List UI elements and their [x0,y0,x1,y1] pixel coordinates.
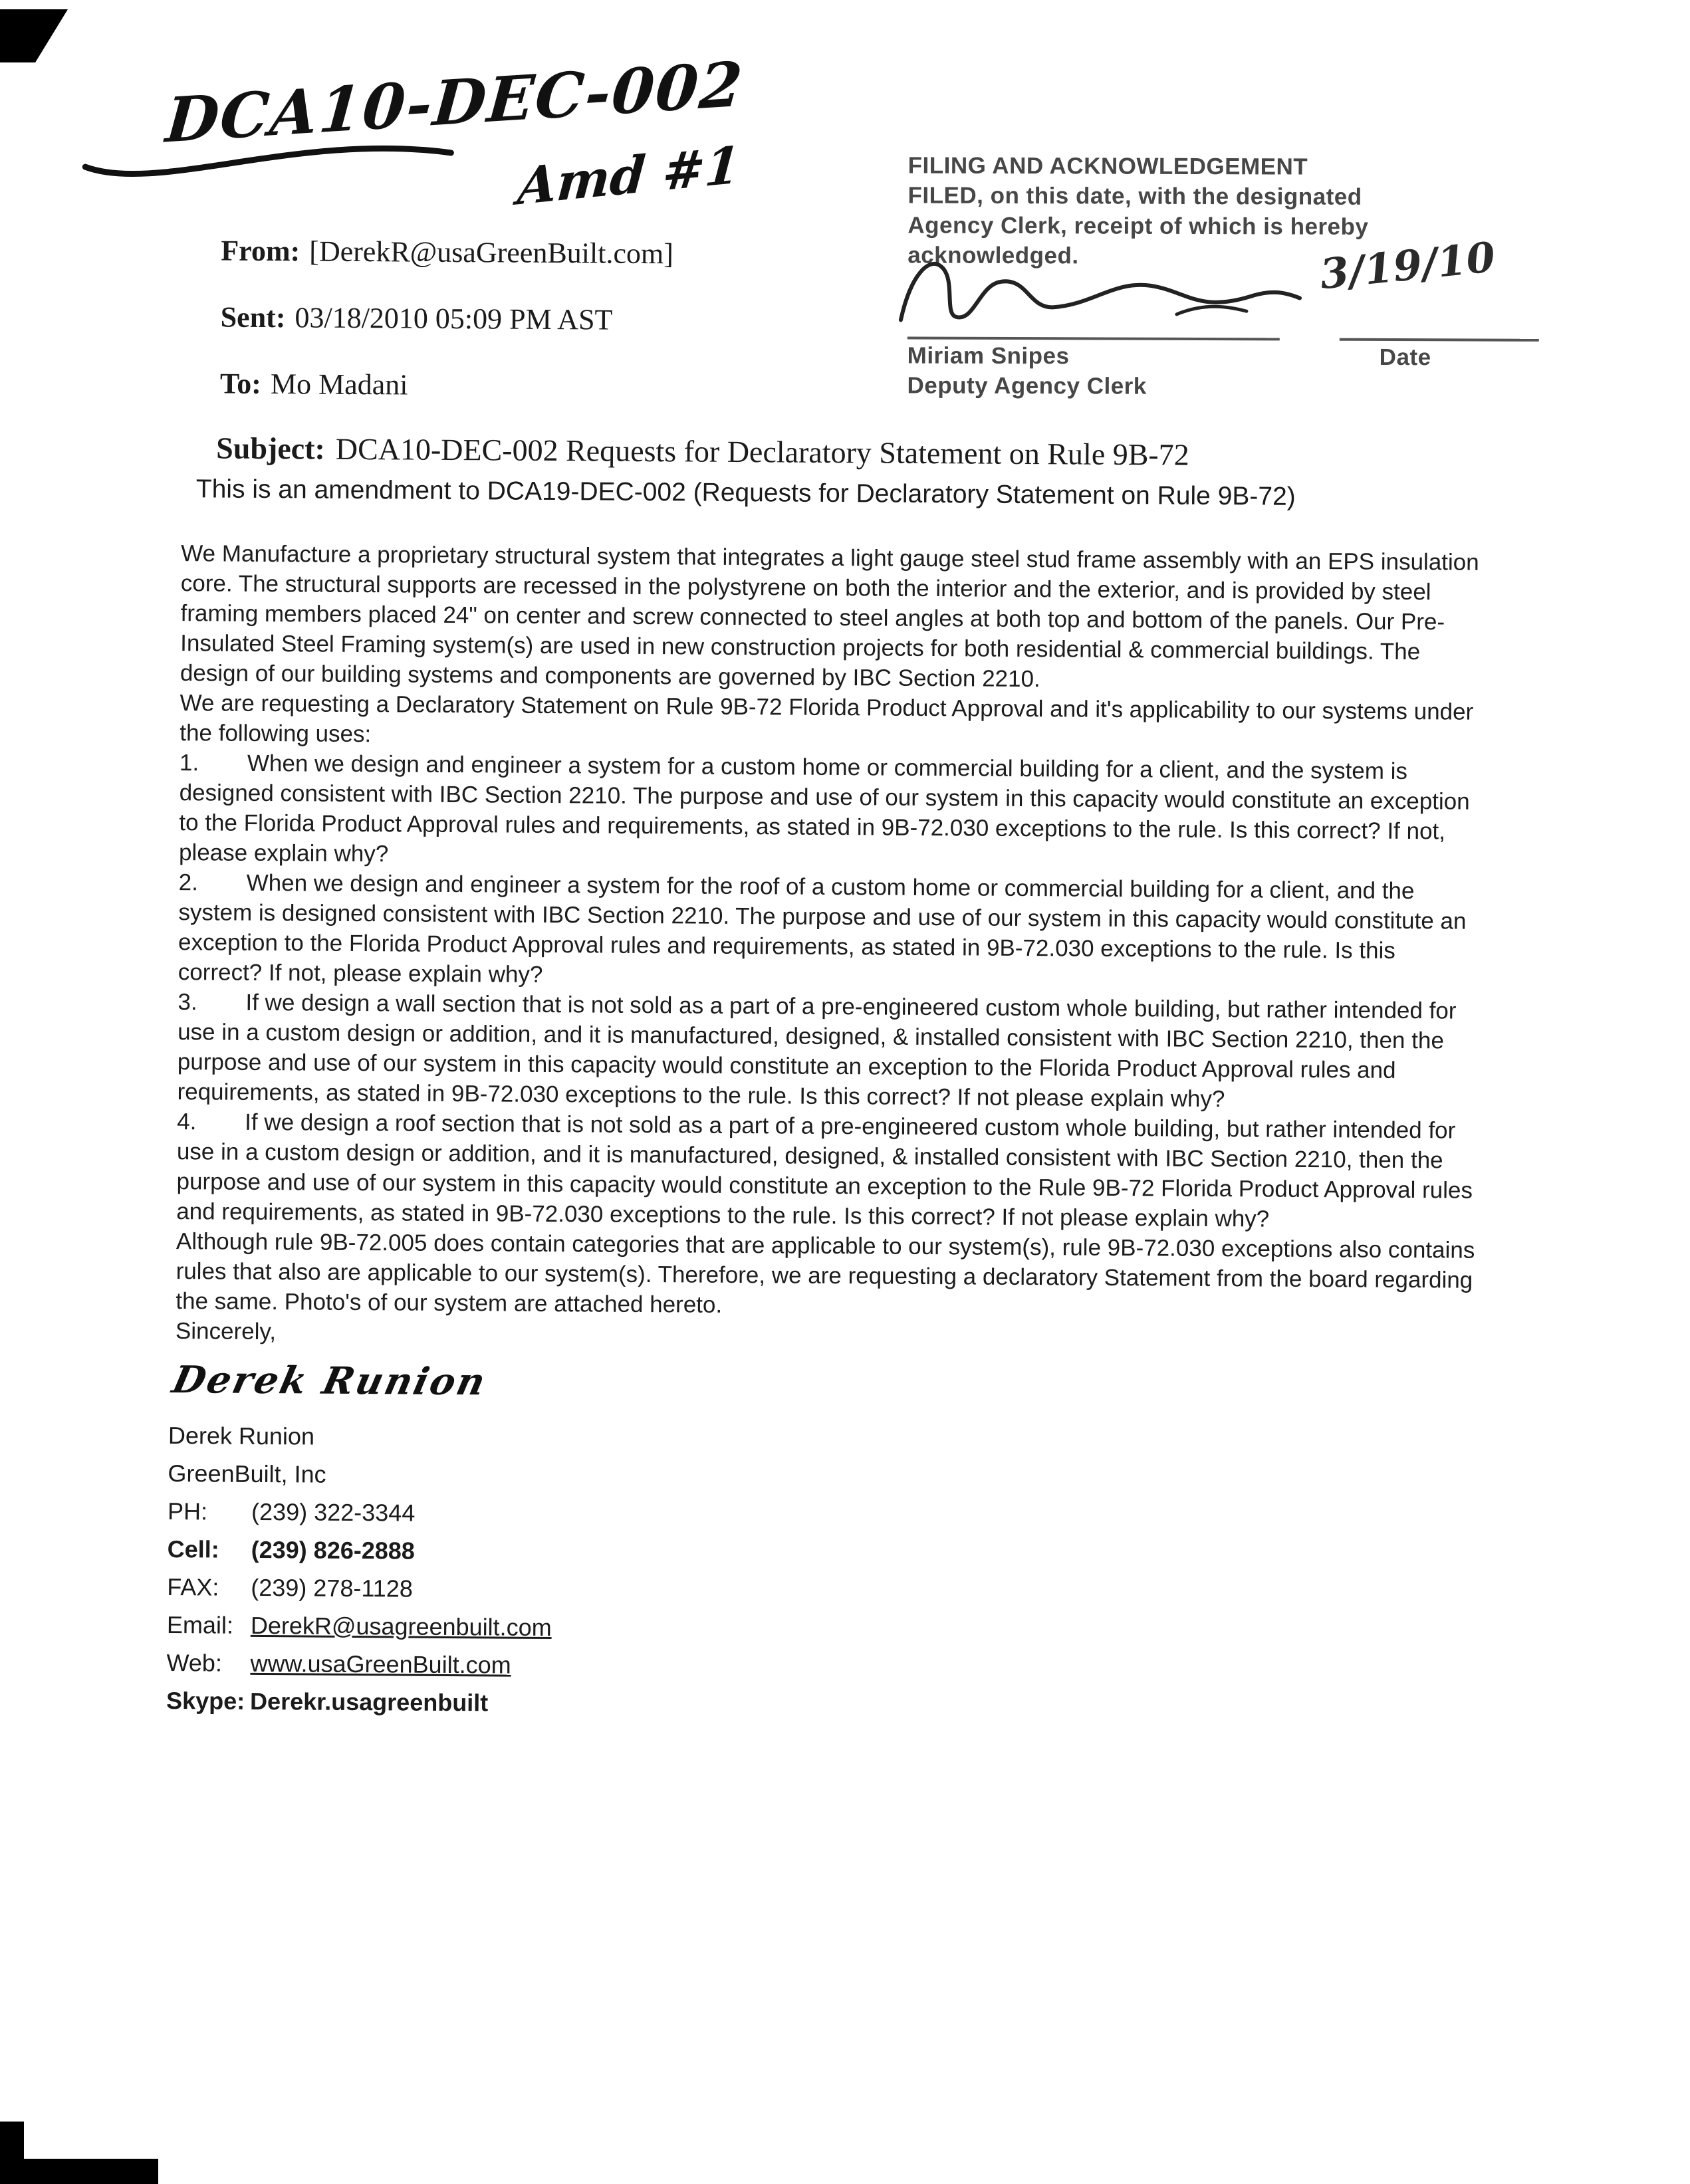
item-number: 3. [178,989,197,1016]
stamp-line-2: FILED, on this date, with the designated [907,182,1362,210]
body-paragraph-numbered: 1. When we design and engineer a system for a custom home or commercial building for a client, and the system is designed consistent with IBC Section 2210. The purpose and use of our system in this capacity would constitute an exception to the Florida Product Approval rules and requirements, as stated in 9B-72.030 exceptions to the rule. Is this correct? If not, please explain why? [179,748,1485,877]
email-header [219,234,673,437]
handwritten-signature: Derek Runion [168,1358,491,1404]
letter-body [176,538,1487,1355]
handwritten-case-number [125,48,791,229]
phone-label: PH: [167,1497,208,1525]
subject-line [216,430,1687,475]
to-value: Mo Madani [270,368,408,401]
date-label: Date [1379,344,1431,371]
contact-name: Derek Runion [168,1422,315,1450]
web-label: Web: [166,1649,223,1677]
sent-line [220,300,673,338]
stamp-line-4: acknowledged. [907,242,1079,269]
web-value: www.usaGreenBuilt.com [250,1649,511,1679]
to-label: To: [219,367,262,400]
contact-company: GreenBuilt, Inc [168,1460,326,1488]
subject-value: DCA10-DEC-002 Requests for Declaratory Statement on Rule 9B-72 [335,431,1189,472]
body-paragraph: We Manufacture a proprietary structural system that integrates a light gauge steel stud frame assembly with an EPS insulation core. The structural supports are recessed in the polystyrene on both the interior and the exterior, and is provided by steel framing members placed 24" on center and screw connected to steel angles at both top and bottom of the panels. Our Pre-Insulated Steel Framing system(s) are used in new construction projects for both residential & commercial buildings. The design of our building systems and components are governed by IBC Section 2210. [180,540,1479,693]
handwritten-amendment: Amd #1 [515,134,743,217]
closing-line: Sincerely, [175,1318,277,1345]
skype-value: Derekr.usagreenbuilt [249,1687,489,1717]
subject-label: Subject: [216,431,326,466]
to-line [220,367,673,404]
body-paragraph-numbered: 4. If we design a roof section that is not sold as a part of a pre-engineered custom whole building, but rather intended for use in a custom design or addition, and it is manufactured, designed, & installed consistent with IBC Section 2210, then the purpose and use of our system in this capacity would constitute an exception to the Rule 9B-72 Florida Product Approval rules and requirements, as stated in 9B-72.030 exceptions to the rule. Is this correct? If not please explain why? [176,1107,1483,1236]
stamp-line-1: FILING AND ACKNOWLEDGEMENT [907,152,1308,180]
email-label: Email: [166,1611,234,1639]
body-paragraph: Although rule 9B-72.005 does contain categories that are applicable to our system(s), rule 9B-72.030 exceptions also contains rules that also are applicable to our system(s). Therefore, we are requesting a declaratory Statement from the board regarding the same. Photo's of our system are attached hereto. [176,1228,1475,1318]
letter-main [0,429,1687,1730]
clerk-signature-scrawl [891,243,1317,344]
item-number: 4. [177,1109,197,1135]
from-value: [DerekR@usaGreenBuilt.com] [309,235,674,271]
handwritten-case-id: DCA10-DEC-002 [163,48,747,157]
filing-stamp [907,150,1566,402]
sent-value: 03/18/2010 05:09 PM AST [295,301,613,336]
body-paragraph-numbered: 2. When we design and engineer a system for the roof of a custom home or commercial building for a client, and the system is designed consistent with IBC Section 2210. The purpose and use of our system in this capacity would constitute an exception to the Florida Product Approval rules and requirements, as stated in 9B-72.030 exceptions to the rule. Is this correct? If not, please explain why? [178,867,1485,996]
amendment-note: This is an amendment to DCA19-DEC-002 (Requests for Declaratory Statement on Rule 9B-72) [195,475,1296,511]
from-line [221,234,673,271]
date-label-block [1340,338,1539,373]
from-label: From: [221,234,301,268]
cell-value: (239) 826-2888 [251,1535,416,1565]
sent-label: Sent: [220,300,286,334]
fax-value: (239) 278-1128 [251,1573,413,1602]
body-paragraph-numbered: 3. If we design a wall section that is not sold as a part of a pre-engineered custom whole building, but rather intended for use in a custom design or addition, and it is manufactured, designed, & installed consistent with IBC Section 2210, then the purpose and use of our system in this capacity would constitute an exception to the Florida Product Approval rules and requirements, as stated in 9B-72.030 exceptions to the rule. Is this correct? If not please explain why? [177,987,1483,1116]
contact-block [166,1416,1680,1730]
body-paragraph: We are requesting a Declaratory Statement on Rule 9B-72 Florida Product Approval and it's applicability to our systems under the following uses: [180,690,1474,748]
stamp-line-3: Agency Clerk, receipt of which is hereby [907,212,1369,240]
clerk-name: Miriam Snipes [907,342,1070,370]
skype-label: Skype: [166,1687,245,1715]
clerk-title: Deputy Agency Clerk [907,372,1147,399]
email-value: DerekR@usagreenbuilt.com [250,1611,552,1642]
fax-label: FAX: [167,1573,219,1601]
item-number: 1. [179,750,199,776]
cell-label: Cell: [167,1535,219,1563]
phone-value: (239) 322-3344 [251,1497,416,1527]
item-number: 2. [178,869,199,896]
handwritten-filing-date: 3/19/10 [1318,232,1498,299]
